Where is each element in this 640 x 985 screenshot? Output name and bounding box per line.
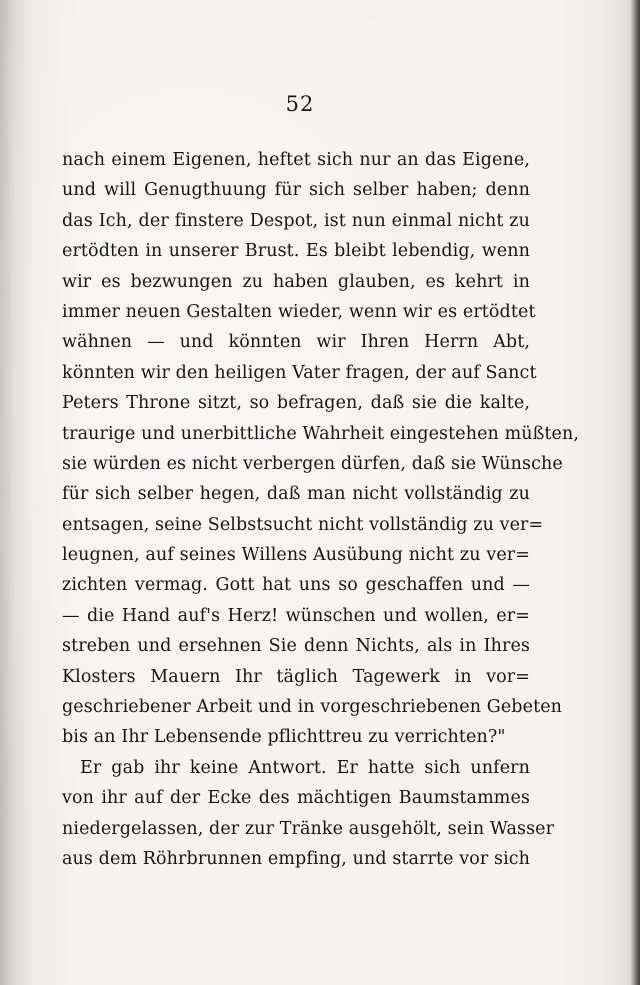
text-line: geschriebener Arbeit und in vorgeschriebenen Gebeten <box>62 697 563 718</box>
text-line: entsagen, seine Selbstsucht nicht vollständig zu ver= <box>62 514 544 535</box>
text-line: ertödten in unserer Brust. Es bleibt lebendig, wenn <box>62 241 530 262</box>
text-line: Klosters Mauern Ihr täglich Tagewerk in vor= <box>62 666 530 687</box>
text-line: wir es bezwungen zu haben glauben, es kehrt in <box>62 271 530 292</box>
text-line: für sich selber hegen, daß man nicht vollständig zu <box>62 484 530 505</box>
text-line: wähnen — und könnten wir Ihren Herrn Abt, <box>62 332 530 353</box>
page-edge-shadow <box>630 0 640 985</box>
text-line: — die Hand auf's Herz! wünschen und wollen, er= <box>62 605 530 626</box>
text-line: aus dem Röhrbrunnen empfing, und starrte vor sich <box>62 848 531 869</box>
body-text <box>62 145 580 874</box>
text-line: bis an Ihr Lebensende pflichttreu zu verrichten?" <box>62 727 506 748</box>
text-line: immer neuen Gestalten wieder, wenn wir es ertödtet <box>62 301 536 322</box>
text-line: leugnen, auf seines Willens Ausübung nicht zu ver= <box>62 545 530 566</box>
text-line: niedergelassen, der zur Tränke ausgehölt, sein Wasser <box>62 818 555 839</box>
text-line: nach einem Eigenen, heftet sich nur an das Eigene, <box>62 150 530 170</box>
text-line: traurige und unerbittliche Wahrheit eingestehen müßten, <box>62 423 580 444</box>
text-line: Peters Throne sitzt, so befragen, daß sie die kalte, <box>62 393 530 414</box>
text-line: zichten vermag. Gott hat uns so geschaffen und — <box>62 575 530 596</box>
text-line: und will Genugthuung für sich selber haben; denn <box>62 180 530 201</box>
page-number: 52 <box>285 92 315 116</box>
text-line: sie würden es nicht verbergen dürfen, daß sie Wünsche <box>62 453 563 474</box>
text-line-paragraph-start: Er gab ihr keine Antwort. Er hatte sich unfern <box>80 757 530 778</box>
text-line: von ihr auf der Ecke des mächtigen Baumstammes <box>62 788 530 809</box>
text-line: das Ich, der finstere Despot, ist nun einmal nicht zu <box>62 210 530 231</box>
text-line: streben und ersehnen Sie denn Nichts, als in Ihres <box>62 636 530 657</box>
text-line: könnten wir den heiligen Vater fragen, der auf Sanct <box>62 362 537 383</box>
